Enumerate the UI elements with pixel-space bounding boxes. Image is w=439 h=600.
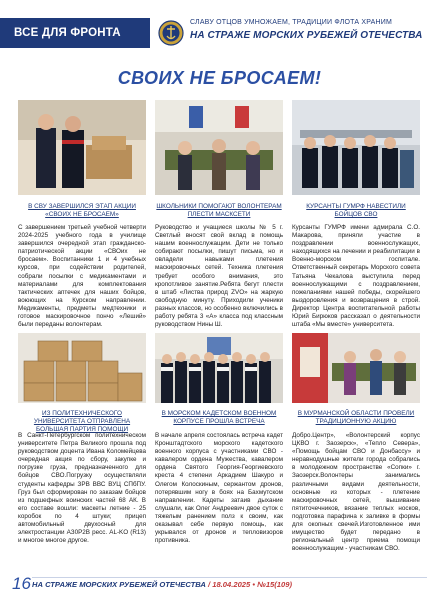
photo-school-netting: [155, 100, 283, 195]
photo-cadets-hospital: [292, 100, 420, 195]
photo-murmansk-volunteers: [292, 333, 420, 403]
page-number: 16: [12, 574, 31, 593]
article-body: В Санкт-Петербургском политехническом университете Петра Великого прошла под руководством доцента Ивана Коломейцева очередная акция по сбору, закупке и погрузке груза, предназначенного для бойцов СВО.Погрузку осуществляли студенты кафедры ЗРВ ВВС ВУЦ СПбПУ. Груз был сформирован по заказам бойцов из подшефных воинских частей 68 АК. В его составе вошли: маскеты летние - 25 коробок по 4 штуки; прицеп автомобильный двухосный для электростанции АЗ0Р2В ресс. AL-KO (R13) и многое многое другое.: [18, 432, 146, 545]
page-header: [0, 0, 439, 52]
footer-paper-title: НА СТРАЖЕ МОРСКИХ РУБЕЖЕЙ ОТЕЧЕСТВА: [32, 580, 206, 589]
article-heading: КУРСАНТЫ ГУМРФ НАВЕСТИЛИ БОЙЦОВ СВО: [306, 203, 406, 218]
footer-title: [32, 580, 292, 589]
motto: СЛАВУ ОТЦОВ УМНОЖАЕМ, ТРАДИЦИИ ФЛОТА ХРАНИМ: [190, 19, 393, 26]
paper-title: НА СТРАЖЕ МОРСКИХ РУБЕЖЕЙ ОТЕЧЕСТВА: [190, 30, 423, 41]
photo-cadet-meeting: [155, 333, 283, 403]
article-heading: ИЗ ПОЛИТЕХНИЧЕСКОГО УНИВЕРСИТЕТА ОТПРАВЛЕНА БОЛЬШАЯ ПАРТИЯ ПОМОЩИ: [33, 410, 131, 433]
article-body: Руководство и учащиеся школы № 5 г. Светлый вносят свой вклад в помощь нашим военнослужащим. Дети не только собирают посылки, пишут письма, но и овладели навыками плетения маскировочных сетей. Техника плетения требует особого внимания, это кропотливое занятие.Ребята бегут плести в штаб «Листва природ ZVO» на жаркую свободную минуту. Приходили ученики разных классов, но особенно включились в работу ребята 3 «А» класса под классным руководством Нины Ш.: [155, 224, 283, 329]
photo-cadets-boxes: [18, 100, 146, 195]
page-title: СВОИХ НЕ БРОСАЕМ!: [117, 68, 322, 88]
article-heading: В МУРМАНСКОЙ ОБЛАСТИ ПРОВЕЛИ ТРАДИЦИОННУЮ АКЦИЮ: [297, 410, 415, 425]
article-heading: В МОРСКОМ КАДЕТСКОМ ВОЕННОМ КОРПУСЕ ПРОШЛА ВСТРЕЧА: [161, 410, 277, 425]
article-body: Курсанты ГУМРФ имени адмирала С.О. Макарова, приняли участие в поздравлении военнослужащих, находящихся на лечении и реабилитации в Военно-морском госпитале. Ответственный секретарь Морского совета Татьяна Чекалова выступила перед военнослужащими с поздравлением, пожеланиями нашей победы, скорейшего выздоровления и возвращения в строй. Директор Центра воспитательной работы Юрий Бирюков рассказал о деятельности штаба «Мы вместе» университета.: [292, 224, 420, 329]
article-body: В начале апреля состоялась встреча кадет Кронштадтского морского кадетского военного корпуса с участниками СВО - кавалером ордена Мужества, кавалером ордена Святого Георгия-Георгиевского креста 4 степени Аркадием Шакуро и Олегом Колоскиным, сержантом дронов, потерявшим ногу в боях на Бахмутском направлении. Кадеты затаив дыхание слушали, как Олег Андреевич двое суток с тяжелым ранением полз к своим, как оказывал себе первую помощь, как укрывался от дронов и тепловизоров противника.: [155, 432, 283, 545]
footer-divider: [32, 577, 427, 578]
article-body: Добро.Центр», «Волонтерский корпус ЦКВО г. Заозерск», «Тепло Севера», «Помощь бойцам СВО и Донбассу» и неравнодушные жители города собрались в молодежном пространстве «Сопки» г. Заозерск.Волонтеры занимались различными видами деятельности, основные из которых - плетение маскировочных сетей, вышивание пятиточечников, вязание теплых носков, подготовка парафина к заливке в формы для окопных свечей.Изготовленное ими имущество будет передано в региональный центр приема помощи военнослужащим - участникам СВО.: [292, 432, 420, 553]
page-footer: [0, 574, 439, 598]
article-heading: В СВУ ЗАВЕРШИЛСЯ ЭТАП АКЦИИ «СВОИХ НЕ БРОСАЕМ»: [28, 203, 136, 218]
article-body: С завершением третьей учебной четверти 2024-2025 учебного года в училище завершился очередной этап гражданско-патриотической акции «СВОих не бросаем». Воспитанники 1 и 4 учебных курсов, при содействии родителей, собрали посылки с медикаментами и материалами для комплектования тактических аптечек для наших бойцов, воюющих на Курском направлении. Медикаменты, предметы медтехники и готовое маскировочное пончо «Леший» были переданы волонтерам.: [18, 224, 146, 329]
naval-emblem-icon: [158, 20, 184, 46]
footer-issue: / 18.04.2025 • №15(109): [208, 580, 292, 589]
section-label: ВСЕ ДЛЯ ФРОНТА: [0, 18, 150, 48]
article-heading: ШКОЛЬНИКИ ПОМОГАЮТ ВОЛОНТЕРАМ ПЛЕСТИ МАСКСЕТИ: [156, 203, 282, 218]
photo-boxes-loading: [18, 333, 146, 403]
